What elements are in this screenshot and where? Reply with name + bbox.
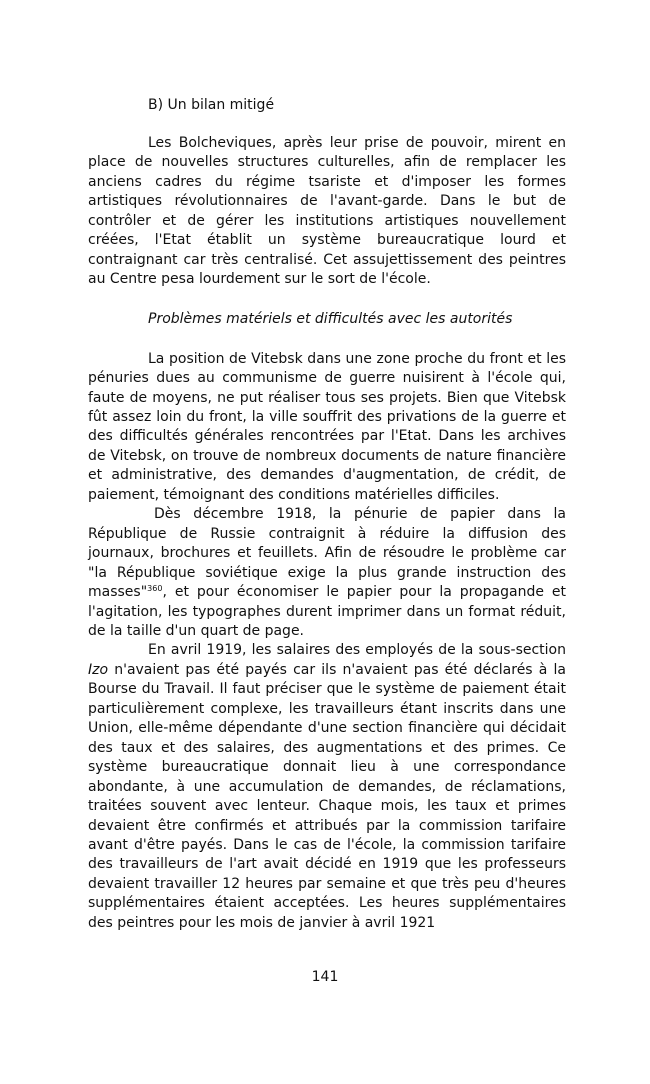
subheading: Problèmes matériels et difficultés avec les autorités (148, 310, 513, 327)
section-title: B) Un bilan mitigé (148, 97, 275, 113)
salaries-text-after-izo: n'avaient pas été payés car ils n'avaient pas été déclarés à la Bourse du Travail. Il faut préciser que le système de paiement était particulièrement complexe, les travailleurs étant inscrits dans une Union, elle-même dépendante d'une section financière qui décidait des taux et des salaires, des augmentations et des primes. Ce système bureaucratique donnait lieu à une correspondance abondante, à une accumulation de demandes, de réclamations, traitées souvent avec lenteur. Chaque mois, les taux et primes devaient être confirmés et attribués par la commission tarifaire avant d'être payés. Dans le cas de l'école, la commission tarifaire des travailleurs de l'art avait décidé en 1919 que les professeurs devaient travailler 12 heures par semaine et que très peu d'heures supplémentaires étaient acceptées. Les heures supplémentaires des peintres pour les mois de janvier à avril 1921 (88, 661, 566, 931)
intro-paragraph: Les Bolcheviques, après leur prise de pouvoir, mirent en place de nouvelles structures culturelles, afin de remplacer les anciens cadres du régime tsariste et d'imposer les formes artistiques révolutionnaires de l'avant-garde. Dans le but de contrôler et de gérer les institutions artistiques nouvellement créées, l'Etat établit un système bureaucratique lourd et contraignant car très centralisé. Cet assujettissement des peintres au Centre pesa lourdement sur le sort de l'école. (88, 135, 566, 288)
paragraph-paper-shortage (88, 505, 566, 641)
izo-term: Izo (88, 661, 109, 678)
paragraph-salaries (88, 641, 566, 933)
page-number: 141 (311, 969, 339, 985)
page-body (88, 96, 566, 933)
paper-text-after-note: , et pour économiser le papier pour la propagande et l'agitation, les typographes durent imprimer dans un format réduit, de la taille d'un quart de page. (88, 584, 566, 639)
paragraph-vitebsk: La position de Vitebsk dans une zone proche du front et les pénuries dues au communisme de guerre nuisirent à l'école qui, faute de moyens, ne put réaliser tous ses projets. Bien que Vitebsk fût assez loin du front, la ville souffrit des privations de la guerre et des difficultés générales rencontrées par l'Etat. Dans les archives de Vitebsk, on trouve de nombreux documents de nature financière et administrative, des demandes d'augmentation, de crédit, de paiement, témoignant des conditions matérielles difficiles. (88, 350, 566, 503)
salaries-text-before-izo: En avril 1919, les salaires des employés de la sous-section (148, 642, 566, 659)
paper-text-before-note: Dès décembre 1918, la pénurie de papier dans la République de Russie contraignit à réduire la diffusion des journaux, brochures et feuillets. Afin de résoudre le problème car "la République soviétique exige la plus grande instruction des masses" (88, 506, 566, 601)
footnote-reference: 360 (147, 584, 163, 594)
